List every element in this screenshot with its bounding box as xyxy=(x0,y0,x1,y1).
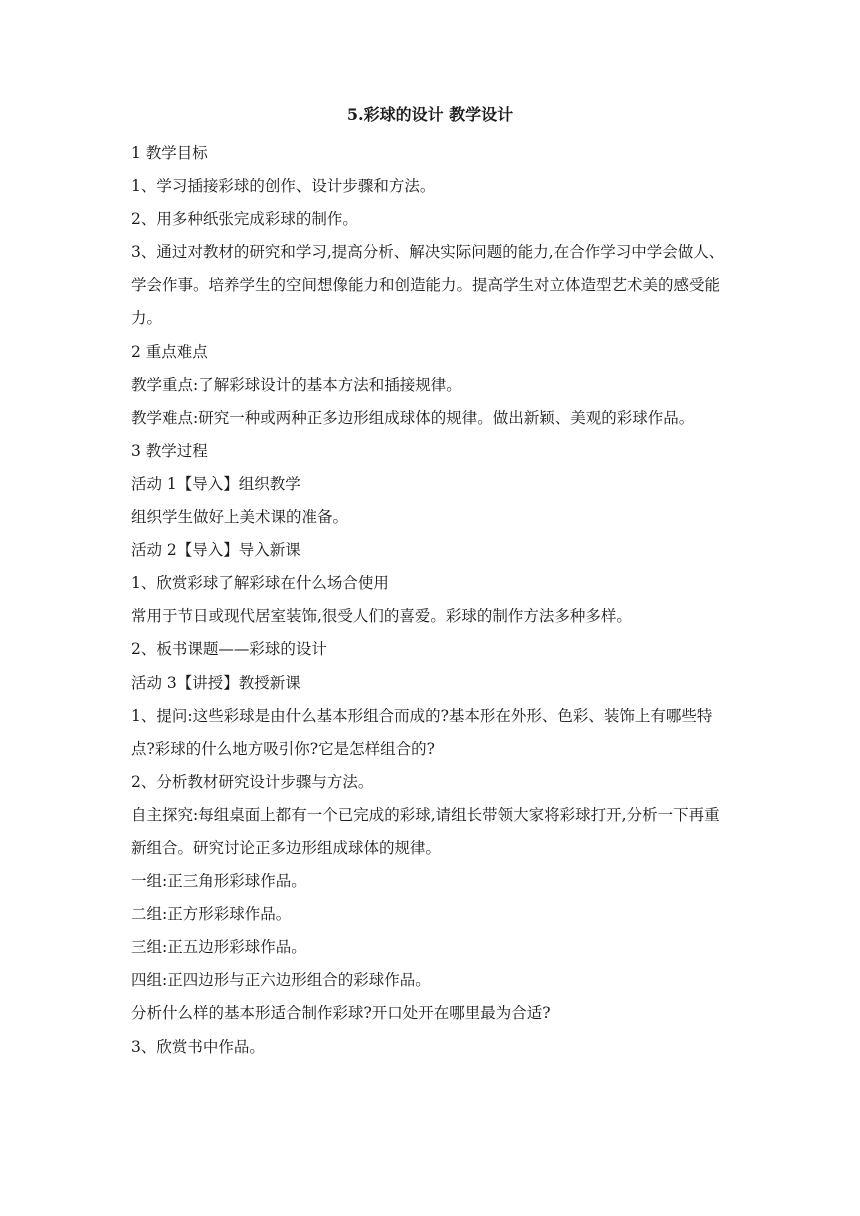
paragraph: 教学难点:研究一种或两种正多边形组成球体的规律。做出新颖、美观的彩球作品。 xyxy=(131,408,695,427)
paragraph: 2、板书课题——彩球的设计 xyxy=(131,640,327,659)
paragraph: 分析什么样的基本形适合制作彩球?开口处开在哪里最为合适? xyxy=(131,1004,551,1023)
paragraph: 3、欣赏书中作品。 xyxy=(131,1037,265,1056)
activity-heading: 活动 3【讲授】教授新课 xyxy=(131,673,301,692)
paragraph: 1、欣赏彩球了解彩球在什么场合使用 xyxy=(131,574,389,593)
paragraph: 3、通过对教材的研究和学习,提高分析、解决实际问题的能力,在合作学习中学会做人、学会作事。培养学生的空间想像能力和创造能力。提高学生对立体造型艺术美的感受能力。 xyxy=(131,243,725,328)
document-body xyxy=(131,137,731,1064)
section-heading-process: 3 教学过程 xyxy=(131,441,208,460)
paragraph: 一组:正三角形彩球作品。 xyxy=(131,872,307,891)
paragraph: 2、分析教材研究设计步骤与方法。 xyxy=(131,772,374,791)
section-heading-objectives: 1 教学目标 xyxy=(131,144,208,162)
paragraph: 常用于节日或现代居室装饰,很受人们的喜爱。彩球的制作方法多种多样。 xyxy=(131,607,632,626)
paragraph: 1、学习插接彩球的创作、设计步骤和方法。 xyxy=(131,177,436,196)
document-title: 5.彩球的设计 教学设计 xyxy=(346,105,514,124)
paragraph: 1、提问:这些彩球是由什么基本形组合而成的?基本形在外形、色彩、装饰上有哪些特点?彩球的什么地方吸引你?它是怎样组合的? xyxy=(131,706,713,758)
paragraph: 三组:正五边形彩球作品。 xyxy=(131,938,307,957)
paragraph: 四组:正四边形与正六边形组合的彩球作品。 xyxy=(131,971,431,990)
paragraph: 自主探究:每组桌面上都有一个已完成的彩球,请组长带领大家将彩球打开,分析一下再重新组合。研究讨论正多边形组成球体的规律。 xyxy=(131,805,720,857)
paragraph: 组织学生做好上美术课的准备。 xyxy=(131,508,349,527)
activity-heading: 活动 1【导入】组织教学 xyxy=(131,474,301,493)
paragraph: 教学重点:了解彩球设计的基本方法和插接规律。 xyxy=(131,375,462,394)
activity-heading: 活动 2【导入】导入新课 xyxy=(131,541,301,560)
paragraph: 2、用多种纸张完成彩球的制作。 xyxy=(131,210,358,229)
section-heading-key-points: 2 重点难点 xyxy=(131,342,208,361)
paragraph: 二组:正方形彩球作品。 xyxy=(131,905,292,924)
